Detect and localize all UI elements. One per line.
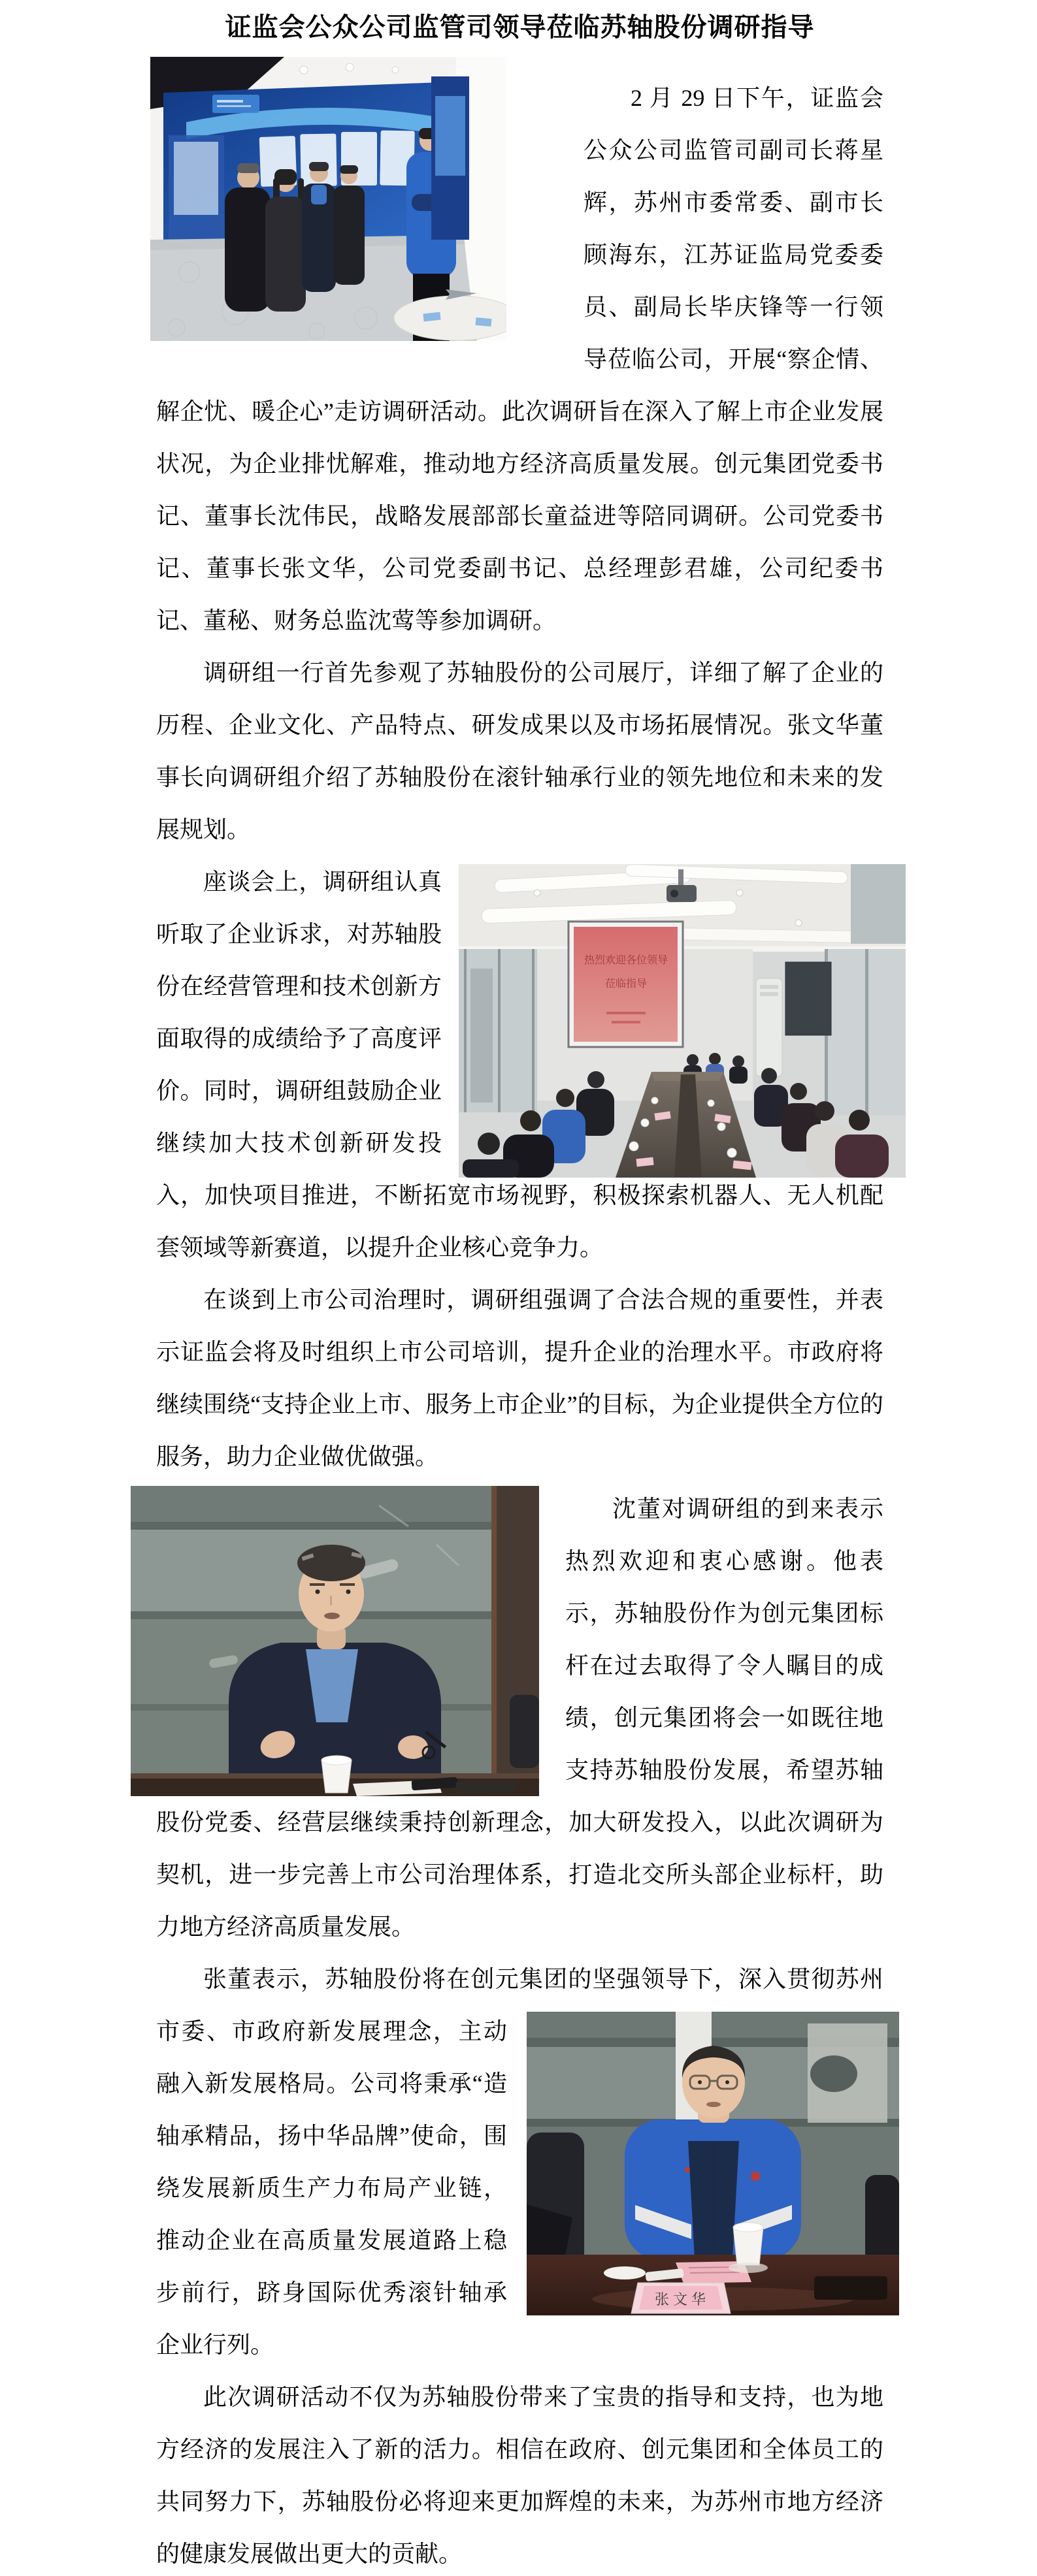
photo-meeting-room bbox=[459, 864, 906, 1178]
exhibit-wall-sign bbox=[212, 95, 259, 113]
paragraph-6 bbox=[156, 1953, 883, 2371]
slide-welcome-line1: 热烈欢迎各位领导 bbox=[584, 955, 668, 966]
paragraph-2 bbox=[156, 647, 883, 856]
paragraph-5-text: 沈董对调研组的到来表示热烈欢迎和衷心感谢。他表示，苏轴股份作为创元集团标杆在过去取得了令人瞩目的成绩，创元集团将会一如既往地支持苏轴股份发展，希望苏轴股份党委、经营层继续秉持创新理念，加大研发投入，以此次调研为契机，进一步完善上市公司治理体系，打造北交所头部企业标杆，助力地方经济高质量发展。 bbox=[156, 1496, 883, 1940]
paragraph-3 bbox=[156, 856, 883, 1274]
hair bbox=[297, 1545, 365, 1581]
paragraph-1 bbox=[156, 72, 883, 647]
smart-board bbox=[785, 962, 831, 1035]
red-pin bbox=[685, 2167, 690, 2172]
photo-chairman-shen-speaking bbox=[131, 1486, 539, 1796]
red-logo-badge bbox=[751, 2172, 760, 2181]
zipper-line bbox=[711, 2141, 714, 2259]
white-saucer bbox=[604, 2266, 646, 2279]
paragraph-5 bbox=[156, 1483, 883, 1953]
name-card-text: 张文华 bbox=[654, 2291, 710, 2308]
meeting-room-illustration bbox=[459, 864, 906, 1178]
paragraph-2-text: 调研组一行首先参观了苏轴股份的公司展厅，详细了解了企业的历程、企业文化、产品特点、研发成果以及市场拓展情况。张文华董事长向调研组介绍了苏轴股份在滚针轴承行业的领先地位和未来的发展规划。 bbox=[156, 660, 883, 843]
office-chair bbox=[510, 1695, 539, 1768]
name-card bbox=[631, 2283, 731, 2313]
article-title: 证监会公众公司监管司领导莅临苏轴股份调研指导 bbox=[225, 12, 815, 42]
white-cup bbox=[321, 1756, 352, 1793]
mouth bbox=[706, 2102, 721, 2107]
ac-unit bbox=[756, 978, 782, 1076]
window-shadow bbox=[810, 2055, 857, 2092]
paragraph-7 bbox=[156, 2371, 883, 2576]
notebook bbox=[456, 1780, 516, 1794]
paragraph-6-text-a: 张董表示，苏轴股份将在创元集团的坚强领导下，深入贯彻苏州 bbox=[203, 1966, 883, 1992]
article-body bbox=[156, 9, 883, 2576]
paragraph-4 bbox=[156, 1274, 883, 1483]
paragraph-3-text: 座谈会上，调研组认真听取了企业诉求，对苏轴股份在经营管理和技术创新方面取得的成绩给予了高度评价。同时，调研组鼓励企业继续加大技术创新研发投入，加快项目推进，不断拓宽市场视野，积极探索机器人、无人机配套领域等新赛道，以提升企业核心竞争力。 bbox=[156, 869, 883, 1261]
paragraph-4-text: 在谈到上市公司治理时，调研组强调了合法合规的重要性，并表示证监会将及时组织上市公司培训，提升企业的治理水平。市政府将继续围绕“支持企业上市、服务上市企业”的目标，为企业提供全方位的服务，助力企业做优做强。 bbox=[156, 1287, 883, 1470]
chairman-shen-illustration bbox=[131, 1486, 539, 1796]
projection-screen bbox=[568, 922, 683, 1047]
photo-chairman-zhang-speaking bbox=[527, 2012, 899, 2315]
right-blue-panel bbox=[431, 76, 469, 240]
photo-exhibition-tour bbox=[150, 57, 506, 341]
desk-control-panel bbox=[814, 2276, 887, 2300]
paragraph-1-text: 2 月 29 日下午，证监会公众公司监管司副司长蒋星辉，苏州市委常委、副市长顾海东，江苏证监局党委委员、副局长毕庆锋等一行领导莅临公司，开展“察企情、解企忧、暖企心”走访调研活动。此次调研旨在深入了解上市企业发展状况，为企业排忧解难，推动地方经济高质量发展。创元集团党委书记、董事长沈伟民，战略发展部部长童益进等陪同调研。公司党委书记、董事长张文华，公司党委副书记、总经理彭君雄，公司纪委书记、董秘、财务总监沈莺等参加调研。 bbox=[156, 85, 883, 634]
exhibition-tour-illustration bbox=[150, 57, 506, 341]
paragraph-6-text-b: 市委、市政府新发展理念，主动融入新发展格局。公司将秉承“造轴承精品，扬中华品牌”使命，围绕发展新质生产力布局产业链，推动企业在高质量发展道路上稳步前行，跻身国际优秀滚针轴承企业行列。 bbox=[156, 2018, 507, 2358]
mouth bbox=[324, 1613, 340, 1619]
paragraph-7-text: 此次调研活动不仅为苏轴股份带来了宝贵的指导和支持，也为地方经济的发展注入了新的活力。相信在政府、创元集团和全体员工的共同努力下，苏轴股份必将迎来更加辉煌的未来，为苏州市地方经济的健康发展做出更大的贡献。 bbox=[156, 2384, 883, 2567]
exhibit-display-case bbox=[169, 135, 224, 241]
chairman-zhang-illustration bbox=[527, 2012, 899, 2315]
slide-welcome-line2: 莅临指导 bbox=[604, 978, 648, 990]
